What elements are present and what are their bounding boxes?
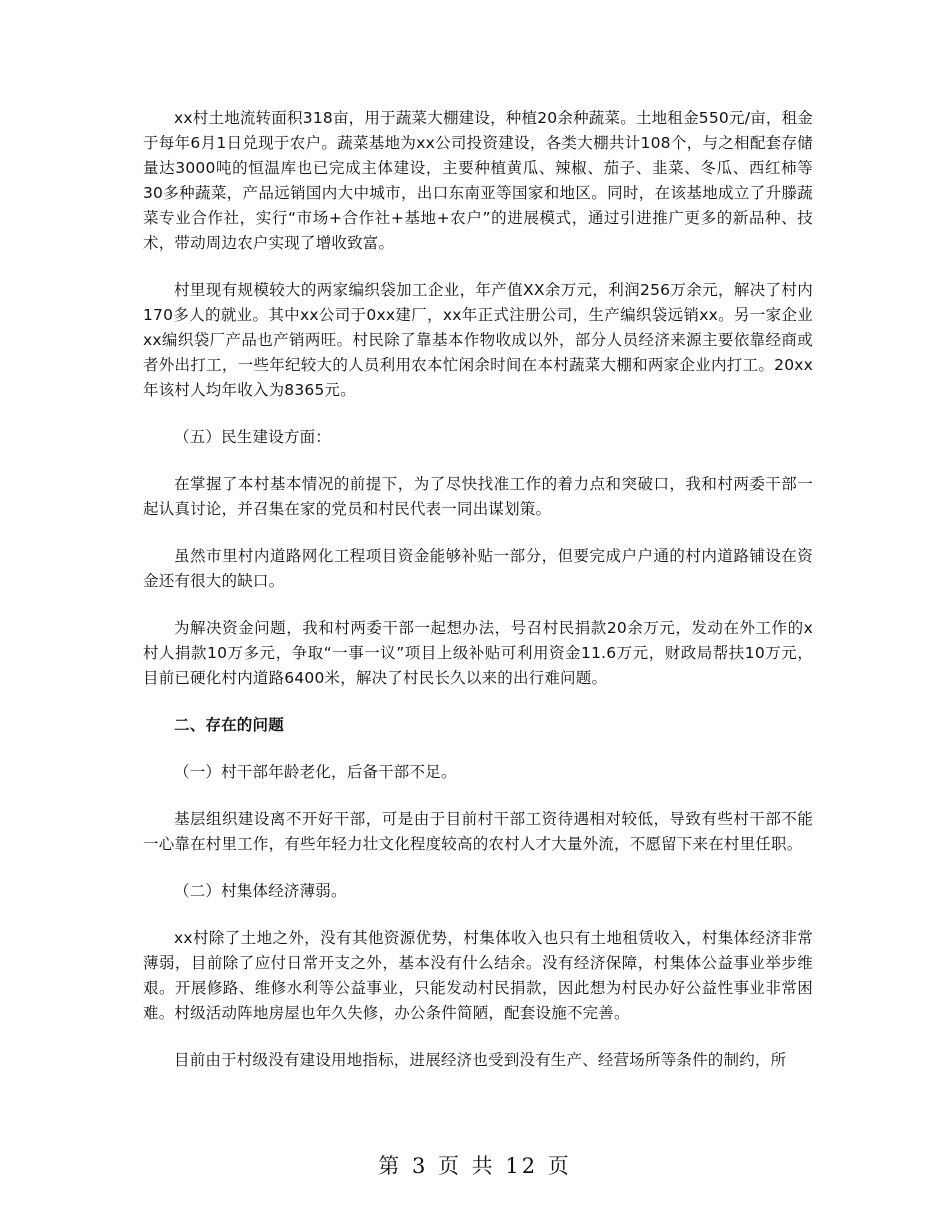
paragraph-gap bbox=[143, 904, 813, 926]
paragraph-gap bbox=[143, 738, 813, 760]
section-heading-livelihood: （五）民生建设方面： bbox=[174, 428, 332, 446]
section-heading-problems: 二、存在的问题 bbox=[174, 716, 284, 734]
paragraph-cadre-aging: 基层组织建设离不开好干部，可是由于目前村干部工资待遇相对较低，导致有些村干部不能一心靠在村里工作，有些年轻力壮文化程度较高的农村人才大量外流，不愿留下来在村里任职。 bbox=[143, 810, 813, 853]
subheading-cadre-aging: （一）村干部年龄老化，后备干部不足。 bbox=[174, 763, 457, 781]
paragraph-gap bbox=[143, 857, 813, 879]
paragraph-fundraising: 为解决资金问题，我和村两委干部一起想办法，号召村民捐款20余万元，发动在外工作的x村人捐款10万多元，争取“一事一议”项目上级补贴可利用资金11.6万元，财政局帮扶10万元，目前已硬化村内道路6400米，解决了村民长久以来的出行难问题。 bbox=[143, 619, 813, 687]
paragraph-weak-economy: xx村除了土地之外，没有其他资源优势，村集体收入也只有土地租赁收入，村集体经济非常薄弱，目前除了应付日常开支之外，基本没有什么结余。没有经济保障，村集体公益事业举步维艰。开展修路、维修水利等公益事业，只能发动村民捐款，因此想为村民办好公益性事业非常困难。村级活动阵地房屋也年久失修，办公条件简陋，配套设施不完善。 bbox=[143, 929, 813, 1022]
paragraph-gap bbox=[143, 1026, 813, 1048]
paragraph-gap bbox=[143, 403, 813, 425]
paragraph-funding-gap: 虽然市里村内道路网化工程项目资金能够补贴一部分，但要完成户户通的村内道路铺设在资金还有很大的缺口。 bbox=[143, 547, 813, 590]
subheading-weak-economy: （二）村集体经济薄弱。 bbox=[174, 882, 347, 900]
paragraph-gap bbox=[143, 522, 813, 544]
document-body bbox=[143, 106, 813, 1073]
paragraph-gap bbox=[143, 256, 813, 278]
paragraph-enterprises: 村里现有规模较大的两家编织袋加工企业，年产值XX余万元，利润256万余元，解决了村内170多人的就业。其中xx公司于0xx建厂，xx年正式注册公司，生产编织袋远销xx。另一家企业xx编织袋厂产品也产销两旺。村民除了靠基本作物收成以外，部分人员经济来源主要依靠经商或者外出打工，一些年纪较大的人员利用农本忙闲余时间在本村蔬菜大棚和两家企业内打工。20xx年该村人均年收入为8365元。 bbox=[143, 281, 813, 399]
paragraph-gap bbox=[143, 594, 813, 616]
paragraph-gap bbox=[143, 785, 813, 807]
paragraph-gap bbox=[143, 450, 813, 472]
paragraph-land-transfer: xx村土地流转面积318亩，用于蔬菜大棚建设，种植20余种蔬菜。土地租金550元/亩，租金于每年6月1日兑现于农户。蔬菜基地为xx公司投资建设，各类大棚共计108个，与之相配套存储量达3000吨的恒温库也已完成主体建设，主要种植黄瓜、辣椒、茄子、韭菜、冬瓜、西红柿等30多种蔬菜，产品远销国内大中城市，出口东南亚等国家和地区。同时，在该基地成立了升滕蔬菜专业合作社，实行“市场+合作社+基地+农户”的进展模式，通过引进推广更多的新品种、技术，带动周边农户实现了增收致富。 bbox=[143, 109, 813, 252]
paragraph-land-constraints: 目前由于村级没有建设用地指标，进展经济也受到没有生产、经营场所等条件的制约，所 bbox=[174, 1051, 787, 1069]
paragraph-gap bbox=[143, 691, 813, 713]
paragraph-discussion: 在掌握了本村基本情况的前提下，为了尽快找准工作的着力点和突破口，我和村两委干部一起认真讨论，并召集在家的党员和村民代表一同出谋划策。 bbox=[143, 475, 813, 518]
page-number-footer: 第 3 页 共 12 页 bbox=[378, 1154, 572, 1178]
